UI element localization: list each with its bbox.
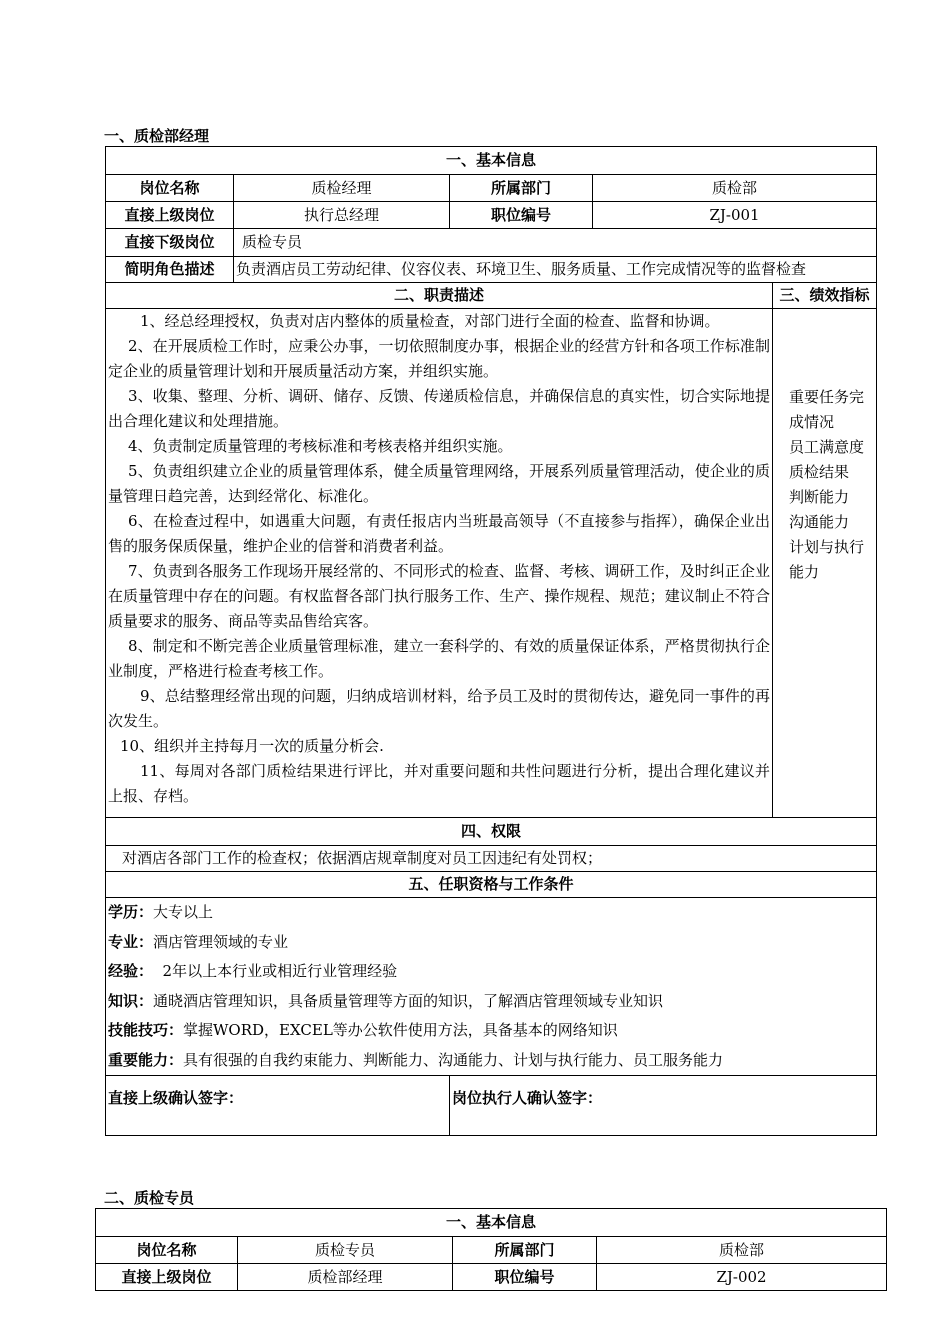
knowledge-label: 知识： [108, 991, 154, 1010]
duty-item: 2、在开展质检工作时，应秉公办事，一切依照制度办事，根据企业的经营方针和各项工作标准制定企业的质量管理计划和开展质量活动方案，并组织实施。 [108, 337, 770, 380]
knowledge-value: 通晓酒店管理知识，具备质量管理等方面的知识，了解酒店管理领域专业知识 [153, 991, 664, 1010]
education-value: 大专以上 [153, 903, 214, 921]
code-value-2: ZJ-002 [597, 1264, 887, 1291]
duty-item: 3、收集、整理、分析、调研、储存、反馈、传递质检信息，并确保信息的真实性，切合实际地提出合理化建议和处理措施。 [108, 387, 770, 430]
duty-item: 11、每周对各部门质检结果进行评比，并对重要问题和共性问题进行分析，提出合理化建议并上报、存档。 [108, 762, 770, 805]
duty-item: 4、负责制定质量管理的考核标准和考核表格并组织实施。 [128, 437, 513, 455]
position-name-value-2: 质检专员 [238, 1237, 453, 1264]
holder-signature-label: 岗位执行人确认签字： [452, 1089, 603, 1107]
department-value-2: 质检部 [597, 1237, 887, 1264]
duties-header: 二、职责描述 [106, 283, 773, 309]
basic-info-header-2: 一、基本信息 [96, 1209, 887, 1237]
superior-label: 直接上级岗位 [106, 202, 234, 229]
qualification-education [108, 898, 874, 928]
qualification-skills [108, 1016, 874, 1046]
job-table-1 [105, 146, 877, 1136]
kpi-cell [773, 309, 877, 818]
duties-cell [106, 309, 773, 818]
superior-label-2: 直接上级岗位 [96, 1264, 238, 1291]
superior-signature-label: 直接上级确认签字： [108, 1089, 244, 1107]
position-name-value: 质检经理 [234, 175, 450, 202]
kpi-item: 沟通能力 [789, 513, 850, 531]
duties-list [106, 309, 772, 817]
section2-title: 二、质检专员 [104, 1189, 195, 1207]
authority-value: 对酒店各部门工作的检查权；依据酒店规章制度对员工因违纪有处罚权； [106, 846, 877, 872]
abilities-value: 具有很强的自我约束能力、判断能力、沟通能力、计划与执行能力、员工服务能力 [183, 1050, 724, 1069]
job-table-2 [95, 1208, 887, 1291]
code-label-2: 职位编号 [453, 1264, 597, 1291]
experience-value: 2年以上本行业或相近行业管理经验 [153, 962, 398, 980]
section1-title: 一、质检部经理 [104, 127, 210, 145]
major-label: 专业： [108, 932, 154, 951]
skills-label: 技能技巧： [108, 1021, 184, 1039]
superior-signature [106, 1076, 450, 1136]
duty-item: 1、经总经理授权，负责对店内整体的质量检查，对部门进行全面的检查、监督和协调。 [140, 312, 720, 330]
superior-value-2: 质检部经理 [238, 1264, 453, 1291]
qualification-experience [108, 957, 874, 987]
abilities-label: 重要能力： [108, 1050, 184, 1069]
qualification-major [108, 928, 874, 958]
code-label: 职位编号 [450, 202, 593, 229]
department-value: 质检部 [593, 175, 877, 202]
subordinate-label: 直接下级岗位 [106, 229, 234, 257]
qualification-header: 五、任职资格与工作条件 [106, 872, 877, 898]
kpi-item: 计划与执行能力 [789, 538, 865, 581]
basic-info-header: 一、基本信息 [106, 147, 877, 175]
kpi-item: 判断能力 [789, 488, 850, 506]
role-value: 负责酒店员工劳动纪律、仪容仪表、环境卫生、服务质量、工作完成情况等的监督检查 [234, 257, 877, 283]
superior-value: 执行总经理 [234, 202, 450, 229]
major-value: 酒店管理领域的专业 [153, 932, 289, 951]
qualification-cell [106, 898, 877, 1076]
kpi-item: 员工满意度 [789, 438, 865, 456]
duty-item: 9、总结整理经常出现的问题，归纳成培训材料，给予员工及时的贯彻传达，避免同一事件的再次发生。 [108, 687, 770, 730]
role-label: 简明角色描述 [106, 257, 234, 283]
duty-item: 8、制定和不断完善企业质量管理标准，建立一套科学的、有效的质量保证体系，严格贯彻执行企业制度，严格进行检查考核工作。 [108, 637, 770, 680]
kpi-header: 三、绩效指标 [773, 283, 877, 309]
authority-header: 四、权限 [106, 818, 877, 846]
education-label: 学历： [108, 903, 154, 921]
department-label: 所属部门 [450, 175, 593, 202]
subordinate-value: 质检专员 [234, 229, 877, 257]
kpi-item: 质检结果 [789, 463, 850, 481]
duty-item: 10、组织并主持每月一次的质量分析会. [120, 737, 384, 755]
duty-item: 7、负责到各服务工作现场开展经常的、不同形式的检查、监督、考核、调研工作，及时纠正企业在质量管理中存在的问题。有权监督各部门执行服务工作、生产、操作规程、规范；建议制止不符合质量要求的服务、商品等卖品售给宾客。 [108, 562, 770, 630]
kpi-item: 重要任务完成情况 [789, 388, 865, 431]
experience-label: 经验： [108, 962, 154, 980]
position-name-label-2: 岗位名称 [96, 1237, 238, 1264]
position-name-label: 岗位名称 [106, 175, 234, 202]
duty-item: 6、在检查过程中，如遇重大问题，有责任报店内当班最高领导（不直接参与指挥），确保企业出售的服务保质保量，维护企业的信誉和消费者利益。 [108, 512, 770, 555]
code-value: ZJ-001 [593, 202, 877, 229]
skills-value: 掌握WORD，EXCEL等办公软件使用方法，具备基本的网络知识 [183, 1021, 618, 1039]
holder-signature [450, 1076, 877, 1136]
department-label-2: 所属部门 [453, 1237, 597, 1264]
qualification-knowledge [108, 987, 874, 1017]
qualification-abilities [108, 1046, 874, 1076]
kpi-list [789, 385, 876, 585]
duty-item: 5、负责组织建立企业的质量管理体系，健全质量管理网络，开展系列质量管理活动，使企业的质量管理日趋完善，达到经常化、标准化。 [108, 462, 770, 505]
